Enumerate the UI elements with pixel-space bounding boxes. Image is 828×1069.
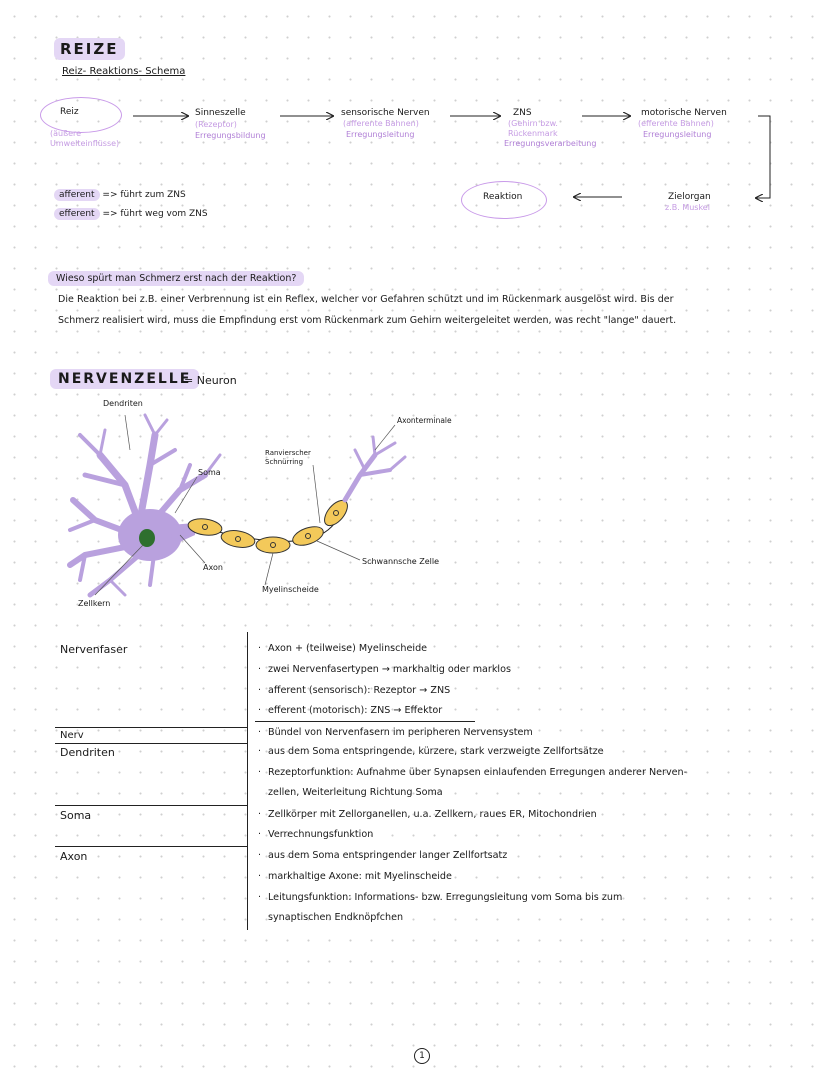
section-title-nervenzelle: NERVENZELLE — [50, 369, 199, 389]
list-item: · Bündel von Nervenfasern im peripheren Nervensystem — [258, 727, 533, 738]
table-rule-3 — [55, 805, 247, 806]
afferent-line — [54, 190, 186, 200]
list-item: · Axon + (teilweise) Myelinscheide — [258, 643, 428, 654]
list-item: · zwei Nervenfasertypen → markhaltig oder marklos — [258, 664, 511, 675]
dendrite-branches — [70, 415, 220, 595]
flow-node-reiz-note: (äußere Umwelteinflüsse) — [50, 129, 120, 148]
list-item: · aus dem Soma entspringende, kürzere, stark verzweigte Zellfortsätze — [258, 746, 604, 757]
myelin-segments — [187, 496, 352, 553]
flow-node-sensorisch: sensorische Nerven — [341, 108, 430, 118]
table-rule-4 — [55, 846, 247, 847]
flow-node-motorisch-note2: Erregungsleitung — [643, 130, 712, 139]
afferent-term: afferent — [54, 189, 100, 201]
table-rule-1 — [55, 727, 247, 728]
flow-node-sinneszelle-note2: Erregungsbildung — [195, 131, 266, 140]
schema-subtitle: Reiz- Reaktions- Schema — [62, 66, 186, 77]
flow-node-sensorisch-note2: Erregungsleitung — [346, 130, 415, 139]
flow-node-motorisch-note: (efferente Bahnen) — [638, 119, 714, 128]
list-item: · Verrechnungsfunktion — [258, 829, 374, 840]
list-item: · Zellkörper mit Zellorganellen, u.a. Zellkern, raues ER, Mitochondrien — [258, 809, 597, 820]
flow-node-sensorisch-note: (afferente Bahnen) — [343, 119, 419, 128]
flow-node-reiz: Reiz — [60, 107, 79, 117]
list-item: · Leitungsfunktion: Informations- bzw. Erregungsleitung vom Soma bis zum — [258, 892, 623, 903]
flow-node-zns-note: (Gehirn bzw. — [508, 119, 558, 128]
label-terminal: Axonterminale — [397, 416, 452, 425]
label-zellkern: Zellkern — [78, 599, 111, 608]
label-ranvier: Ranvierscher Schnürring — [265, 449, 311, 466]
table-rule-2 — [55, 743, 247, 744]
flow-node-sinneszelle-note: (Rezeptor) — [195, 120, 237, 129]
list-item: · afferent (sensorisch): Rezeptor → ZNS — [258, 685, 451, 696]
arrow-motorisch-zielorgan — [756, 116, 770, 198]
question-answer-line1: Die Reaktion bei z.B. einer Verbrennung ist ein Reflex, welcher vor Gefahren schützt und im Rückenmark ausgelöst wird. Bis der — [58, 294, 674, 305]
flow-node-reaktion: Reaktion — [483, 192, 523, 202]
table-divider-vertical — [247, 632, 248, 930]
axon-terminal-branches — [345, 437, 405, 500]
flow-node-zns: ZNS — [513, 108, 532, 118]
list-item: · markhaltige Axone: mit Myelinscheide — [258, 871, 452, 882]
table-term-nervenfaser: Nervenfaser — [60, 643, 128, 656]
label-soma: Soma — [198, 468, 221, 477]
table-term-nerv: Nerv — [60, 730, 84, 741]
flow-node-zielorgan: Zielorgan — [668, 192, 711, 202]
efferent-desc: => führt weg vom ZNS — [102, 209, 208, 219]
efferent-line — [54, 209, 208, 219]
flow-node-zielorgan-note: z.B. Muskel — [665, 203, 710, 212]
efferent-term: efferent — [54, 208, 100, 220]
table-term-axon: Axon — [60, 850, 88, 863]
list-item: · aus dem Soma entspringender langer Zellfortsatz — [258, 850, 508, 861]
list-item: · efferent (motorisch): ZNS → Effektor — [258, 705, 443, 716]
neuron-synonym: = Neuron — [184, 374, 237, 387]
table-term-dendriten: Dendriten — [60, 746, 115, 759]
question-answer-line2: Schmerz realisiert wird, muss die Empfindung erst vom Rückenmark zum Gehirn weitergeleitet werden, was recht "lange" dauert. — [58, 315, 677, 326]
flow-node-zns-note1b: Rückenmark — [508, 129, 558, 138]
afferent-desc: => führt zum ZNS — [102, 190, 186, 200]
list-item: synaptischen Endknöpfchen — [268, 912, 404, 923]
nucleus — [139, 529, 155, 547]
page-number: 1 — [414, 1048, 430, 1064]
label-schwann: Schwannsche Zelle — [362, 557, 440, 566]
table-term-soma: Soma — [60, 809, 92, 822]
question-heading: Wieso spürt man Schmerz erst nach der Reaktion? — [48, 271, 304, 286]
label-dendriten: Dendriten — [103, 399, 143, 408]
flow-node-zns-note2: Erregungsverarbeitung — [504, 139, 597, 148]
flow-node-sinneszelle: Sinneszelle — [195, 108, 246, 118]
label-myelin: Myelinscheide — [262, 585, 319, 594]
neuron-diagram — [55, 395, 485, 615]
page-title: REIZE — [54, 38, 125, 60]
flow-node-motorisch: motorische Nerven — [641, 108, 727, 118]
list-item: zellen, Weiterleitung Richtung Soma — [268, 787, 443, 798]
label-axon: Axon — [203, 563, 223, 572]
table-rule-right-1 — [255, 721, 475, 722]
list-item: · Rezeptorfunktion: Aufnahme über Synapsen einlaufenden Erregungen anderer Nerven- — [258, 767, 688, 778]
